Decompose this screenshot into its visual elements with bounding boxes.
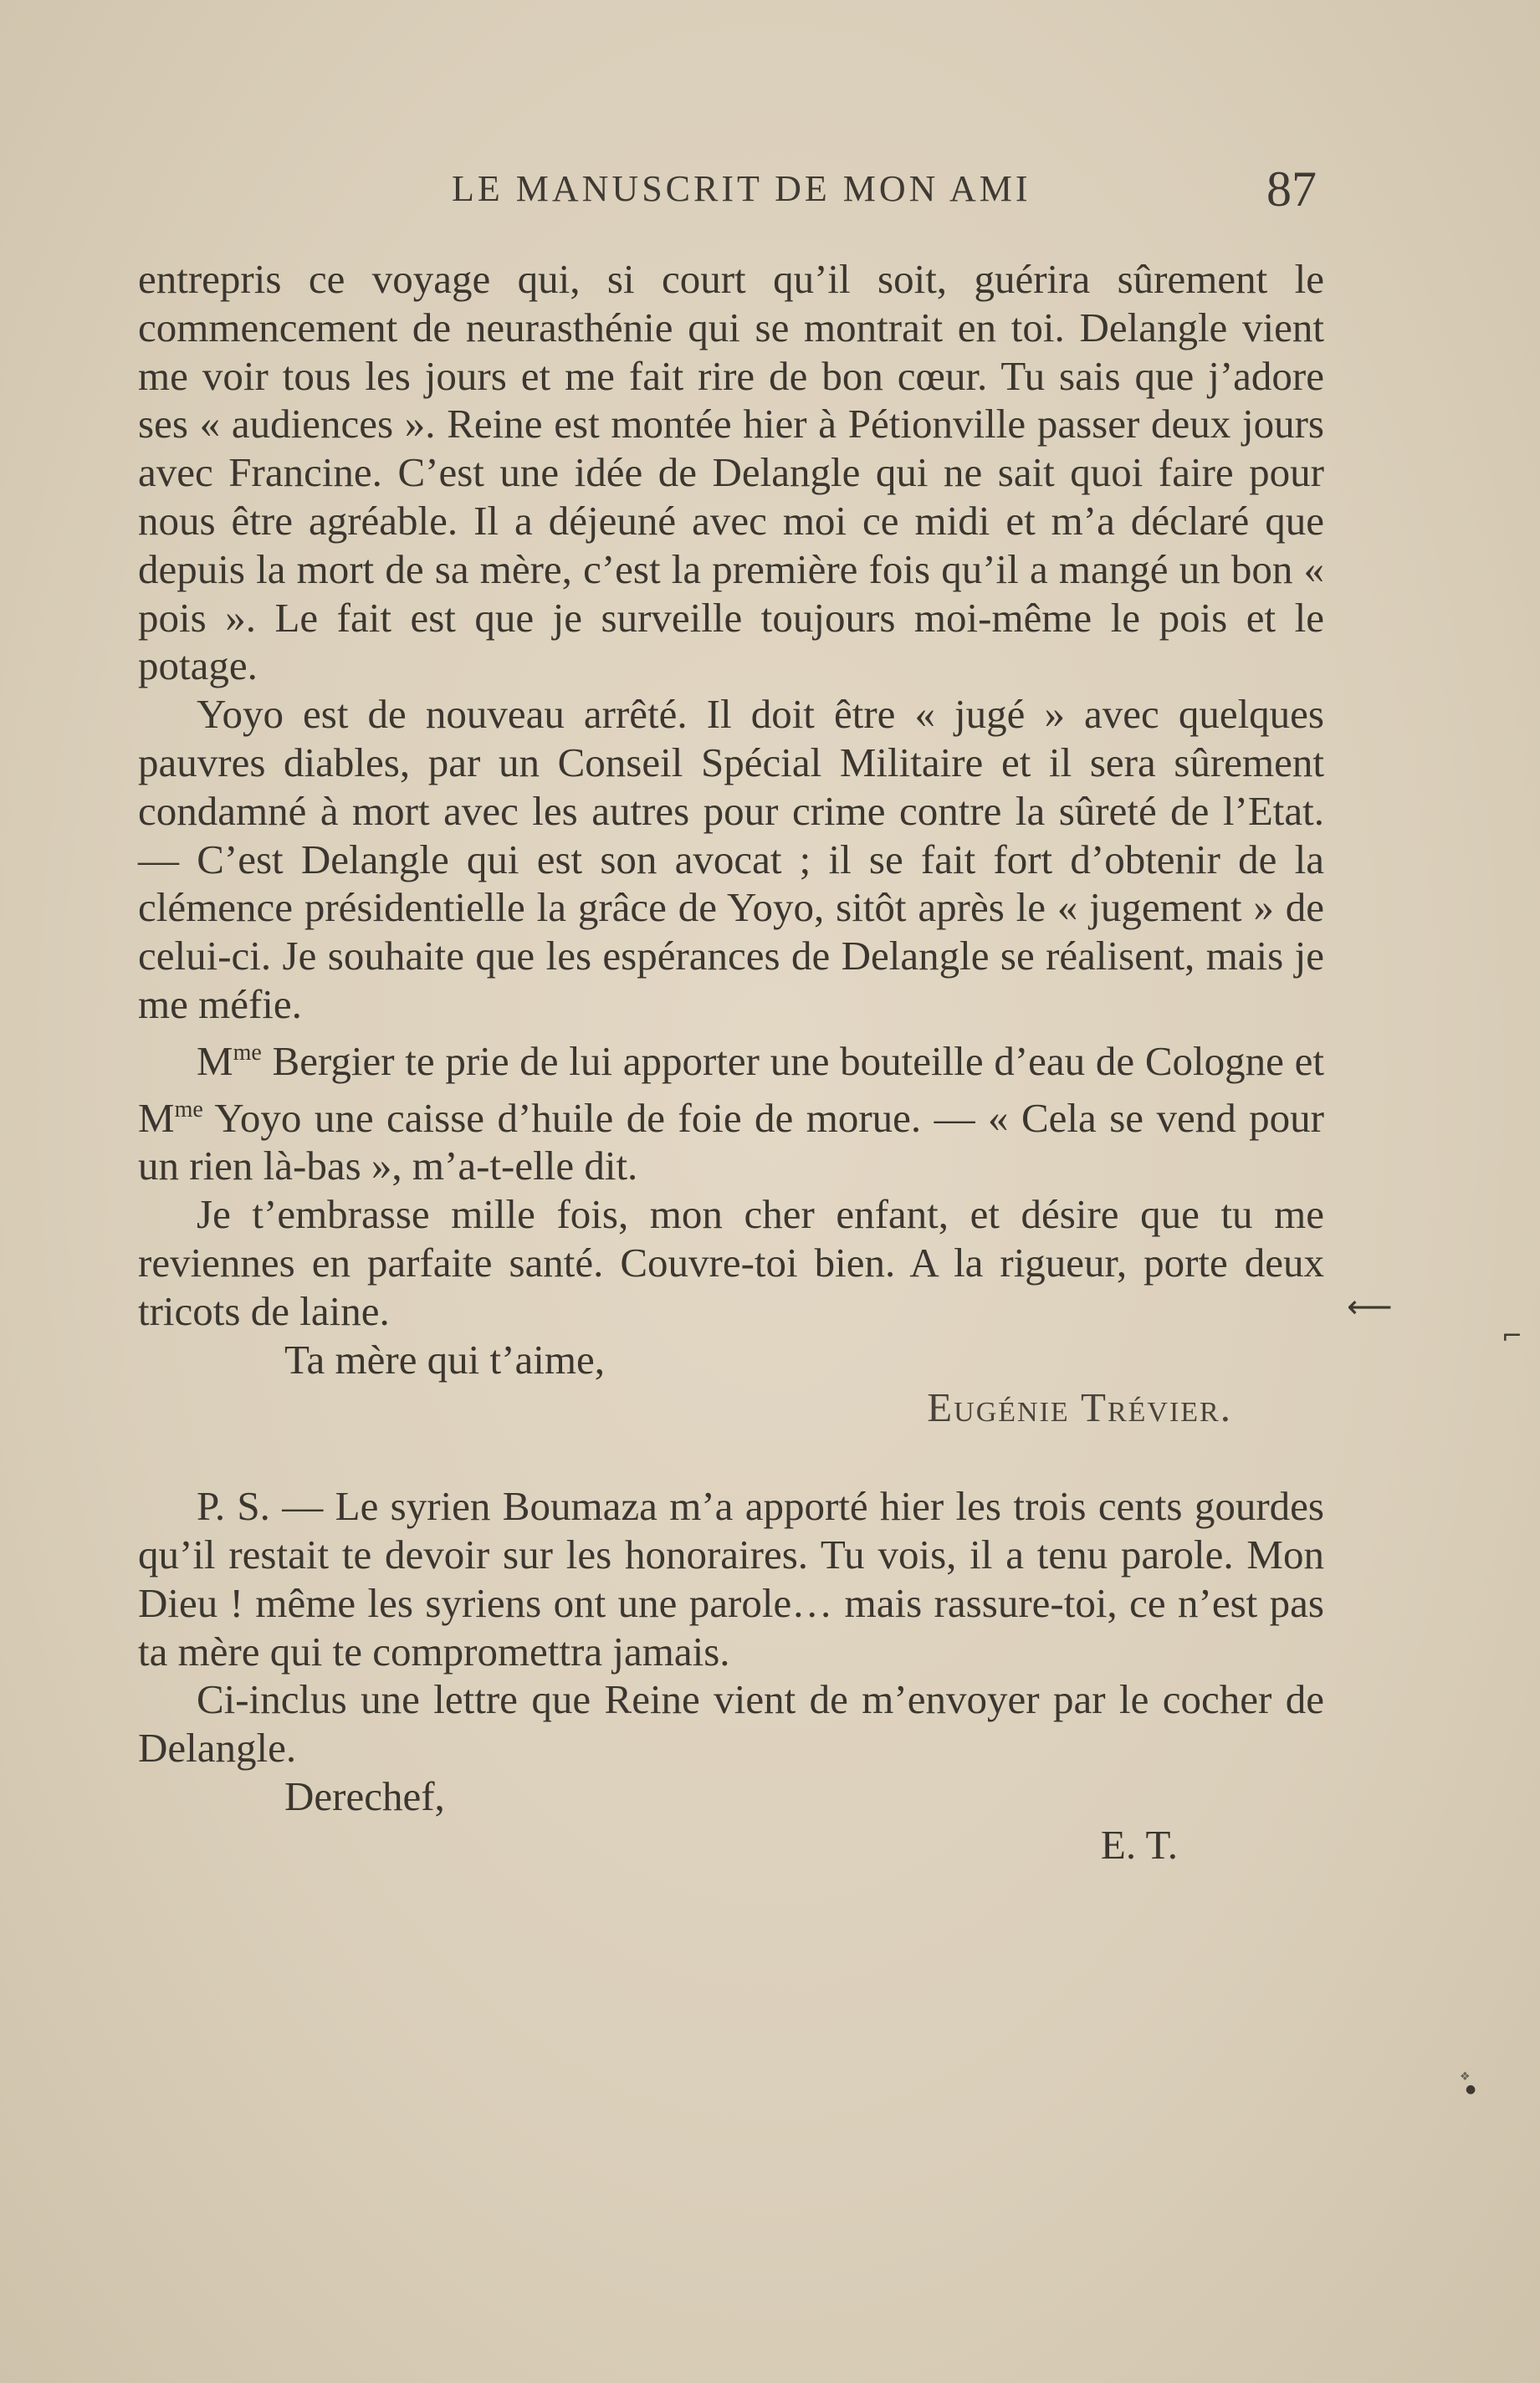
title-abbrev-2-sup: me [174, 1096, 203, 1122]
spacer [138, 1432, 1324, 1482]
initials: E. T. [1100, 1821, 1178, 1868]
title-abbrev-2: M [138, 1094, 175, 1141]
postscript-2: Ci-inclus une lettre que Reine vient de m’envoyer par le cocher de Delangle. [138, 1676, 1324, 1772]
margin-tick-icon: ⌐ [1502, 1322, 1523, 1351]
postscript-1: P. S. — Le syrien Boumaza m’a apporté hier les trois cents gourdes qu’il restait te devoir sur les honoraires. Tu vois, il a tenu parole. Mon Dieu ! même les syriens ont une parole… mais rassure-toi, ce n’est pas ta mère qui te compromettra jamais. [138, 1483, 1324, 1675]
sign-off: Derechef, [284, 1772, 445, 1819]
title-abbrev-1-sup: me [233, 1039, 262, 1066]
running-title: LE MANUSCRIT DE MON AMI [452, 168, 1031, 209]
paragraph-3-part-1: Bergier te prie de lui apporter une bouteille d’eau de Cologne et [261, 1037, 1324, 1084]
paragraph-2: Yoyo est de nouveau arrêté. Il doit être « jugé » avec quelques pauvres diables, par un Conseil Spécial Militaire et il sera sûrement condamné à mort avec les autres pour crime contre la sûreté de l’Etat. — C’est Delangle qui est son avocat ; il se fait fort d’obtenir de la clémence présidentielle la grâce de Yoyo, sitôt après le « jugement » de celui-ci. Je souhaite que les espérances de Delangle se réalisent, mais je me méfie. [138, 691, 1324, 1027]
body-text [138, 255, 1324, 1869]
page-number: 87 [1266, 161, 1317, 217]
margin-dot-icon: ● [1466, 2083, 1476, 2096]
paragraph-3 [138, 1029, 1324, 1190]
title-abbrev-1: M [197, 1037, 233, 1084]
paragraph-1: entrepris ce voyage qui, si court qu’il soit, guérira sûrement le commencement de neurasthénie qui se montrait en toi. Delangle vient me voir tous les jours et me fait rire de bon cœur. Tu sais que j’adore ses « audiences ». Reine est montée hier à Pétionville passer deux jours avec Francine. C’est une idée de Delangle qui ne sait quoi faire pour nous être agréable. Il a déjeuné avec moi ce midi et m’a déclaré que depuis la mort de sa mère, c’est la première fois qu’il a mangé un bon « pois ». Le fait est que je surveille toujours moi-même le pois et le potage. [138, 256, 1324, 689]
margin-mark-icon: ⟵ [1347, 1288, 1393, 1325]
signature: Eugénie Trévier. [927, 1384, 1232, 1431]
margin-stain-icon: ❖ [1460, 2070, 1471, 2084]
closing-line: Ta mère qui t’aime, [284, 1336, 605, 1383]
paragraph-4: Je t’embrasse mille fois, mon cher enfant, et désire que tu me reviennes en parfaite santé. Couvre-toi bien. A la rigueur, porte deux tricots de laine. [138, 1191, 1324, 1334]
paragraph-3-part-2: Yoyo une caisse d’huile de foie de morue. — « Cela se vend pour un rien là-bas », m’a-t-elle dit. [138, 1094, 1324, 1189]
